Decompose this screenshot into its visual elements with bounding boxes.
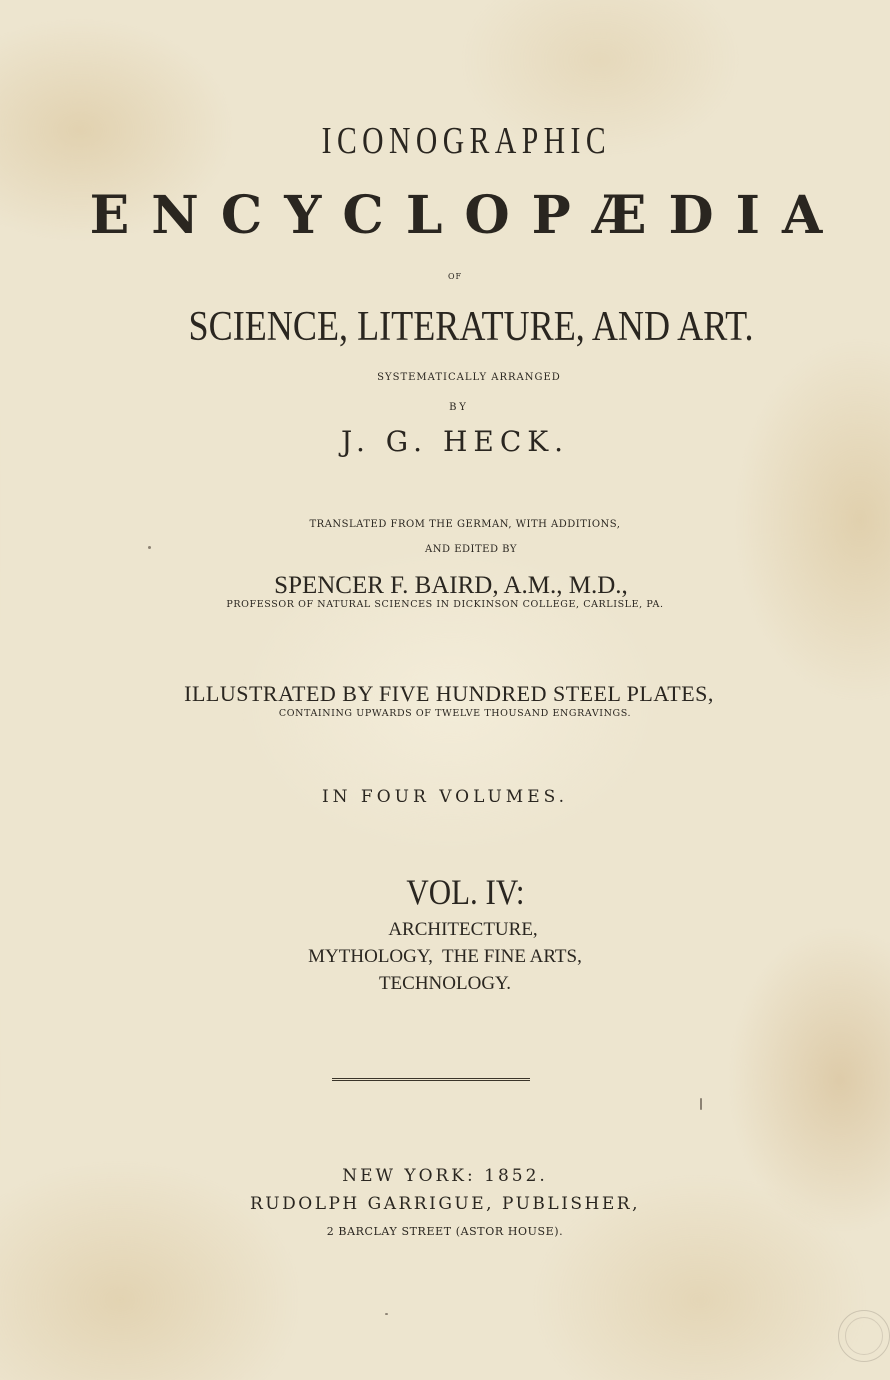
title-line-subject: SCIENCE, LITERATURE, AND ART. [188,304,754,350]
volume-subject-2: MYTHOLOGY, THE FINE ARTS, [308,946,582,967]
editor-name: SPENCER F. BAIRD, A.M., M.D., [274,572,628,599]
author-name: J. G. HECK. [340,425,570,458]
volumes-note: IN FOUR VOLUMES. [321,787,569,807]
imprint-place-date: NEW YORK: 1852. [342,1166,548,1186]
title-line-encyclopaedia: ENCYCLOPÆDIA [89,185,845,246]
engravings-note: CONTAINING UPWARDS OF TWELVE THOUSAND ENGRAVINGS. [278,708,632,719]
illustration-note: ILLUSTRATED BY FIVE HUNDRED STEEL PLATES, [184,681,714,706]
title-line-iconographic: ICONOGRAPHIC [321,120,612,162]
divider-rule [332,1078,530,1081]
editor-title: PROFESSOR OF NATURAL SCIENCES IN DICKINSON COLLEGE, CARLISLE, PA. [226,599,664,610]
volume-subject-3: TECHNOLOGY. [378,973,512,994]
volume-number: VOL. IV: [406,872,525,912]
paper-speck [700,1098,702,1110]
paper-speck [385,1313,388,1315]
imprint-publisher: RUDOLPH GARRIGUE, PUBLISHER, [250,1194,640,1214]
arranged-line: SYSTEMATICALLY ARRANGED [377,372,561,383]
library-stamp [838,1310,890,1362]
paper-speck [148,546,151,549]
by-line: BY [449,402,469,413]
translation-note: TRANSLATED FROM THE GERMAN, WITH ADDITIONS, [309,519,621,530]
imprint-address: 2 BARCLAY STREET (ASTOR HOUSE). [326,1225,564,1238]
volume-subject-1: ARCHITECTURE, [388,919,538,940]
edited-by-line: AND EDITED BY [425,544,517,555]
title-line-of: OF [447,272,463,281]
